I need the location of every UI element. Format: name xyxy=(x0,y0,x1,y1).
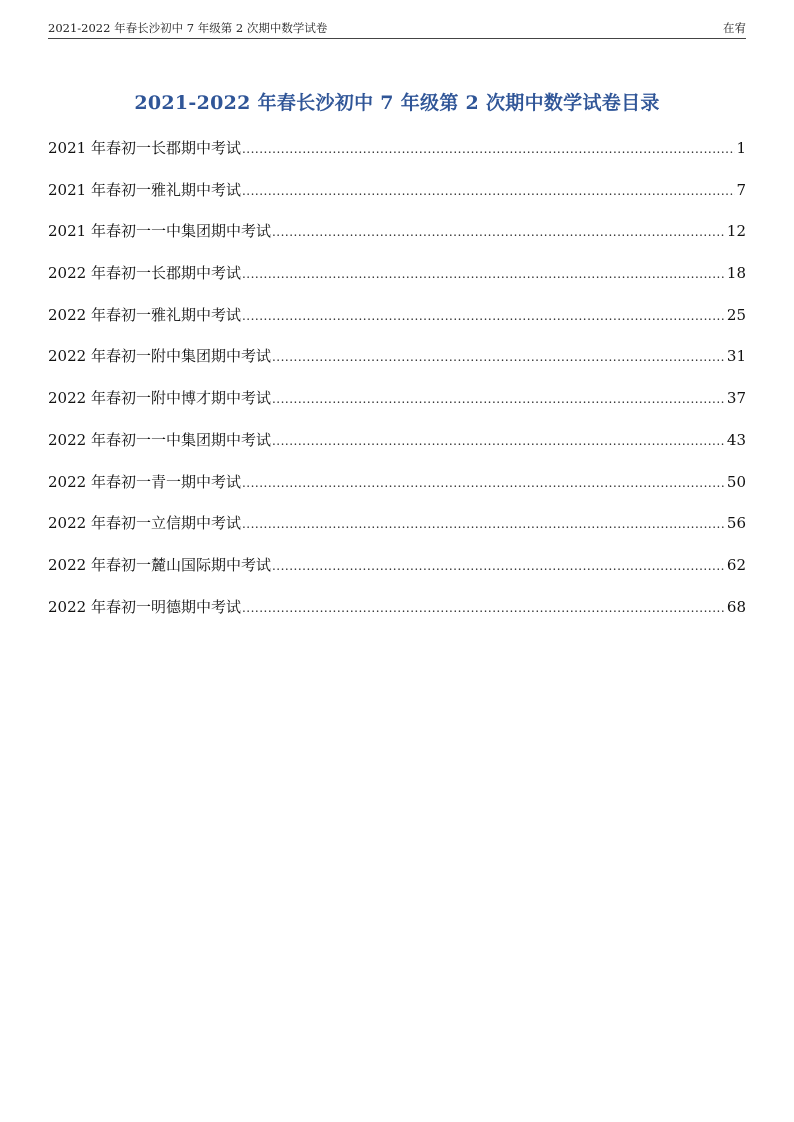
toc-entry-label: 2022 年春初一雅礼期中考试 xyxy=(48,305,241,324)
toc-leader-dots xyxy=(272,559,726,573)
toc-leader-dots xyxy=(272,434,726,448)
toc-leader-dots xyxy=(272,225,726,239)
toc-entry[interactable] xyxy=(48,220,746,262)
toc-entry-page: 12 xyxy=(726,222,746,241)
toc-entry[interactable] xyxy=(48,387,746,429)
toc-leader-dots xyxy=(242,601,726,615)
page-header xyxy=(48,14,746,39)
toc-entry-page: 37 xyxy=(726,389,746,408)
toc-leader-dots xyxy=(242,517,726,531)
header-author: 在宥 xyxy=(723,21,746,35)
toc-leader-dots xyxy=(272,392,726,406)
toc-entry-page: 62 xyxy=(726,555,746,574)
toc-entry[interactable] xyxy=(48,596,746,638)
toc-entry[interactable] xyxy=(48,304,746,346)
toc-entry[interactable] xyxy=(48,345,746,387)
toc-entry-label: 2021 年春初一一中集团期中考试 xyxy=(48,222,271,241)
toc-entry-label: 2022 年春初一一中集团期中考试 xyxy=(48,430,271,449)
toc-entry-label: 2022 年春初一立信期中考试 xyxy=(48,514,241,533)
toc-entry[interactable] xyxy=(48,429,746,471)
toc-entry[interactable] xyxy=(48,179,746,221)
toc-entry-page: 1 xyxy=(736,139,746,157)
toc-entry-page: 18 xyxy=(726,264,746,283)
toc-entry[interactable] xyxy=(48,262,746,304)
toc-entry-label: 2022 年春初一附中集团期中考试 xyxy=(48,347,271,366)
toc-entry[interactable] xyxy=(48,512,746,554)
toc-entry-label: 2022 年春初一麓山国际期中考试 xyxy=(48,555,271,574)
table-of-contents xyxy=(48,137,746,637)
toc-leader-dots xyxy=(242,309,726,323)
toc-entry-page: 50 xyxy=(726,472,746,491)
toc-entry-label: 2022 年春初一长郡期中考试 xyxy=(48,264,241,283)
toc-entry-label: 2021 年春初一雅礼期中考试 xyxy=(48,180,241,199)
toc-entry[interactable] xyxy=(48,137,746,179)
toc-entry[interactable] xyxy=(48,554,746,596)
toc-entry-page: 7 xyxy=(736,180,746,199)
toc-leader-dots xyxy=(242,142,736,156)
toc-entry-page: 43 xyxy=(726,430,746,449)
toc-entry-page: 68 xyxy=(726,597,746,616)
toc-entry-label: 2022 年春初一青一期中考试 xyxy=(48,472,241,491)
header-document-title: 2021-2022 年春长沙初中 7 年级第 2 次期中数学试卷 xyxy=(48,21,328,35)
toc-entry-label: 2021 年春初一长郡期中考试 xyxy=(48,139,241,157)
toc-entry-label: 2022 年春初一附中博才期中考试 xyxy=(48,389,271,408)
toc-leader-dots xyxy=(242,476,726,490)
toc-entry[interactable] xyxy=(48,471,746,513)
toc-entry-page: 31 xyxy=(726,347,746,366)
toc-entry-page: 25 xyxy=(726,305,746,324)
toc-entry-label: 2022 年春初一明德期中考试 xyxy=(48,597,241,616)
toc-leader-dots xyxy=(242,267,726,281)
toc-entry-page: 56 xyxy=(726,514,746,533)
toc-leader-dots xyxy=(272,350,726,364)
page-title: 2021-2022 年春长沙初中 7 年级第 2 次期中数学试卷目录 xyxy=(134,92,660,114)
toc-leader-dots xyxy=(242,184,736,198)
